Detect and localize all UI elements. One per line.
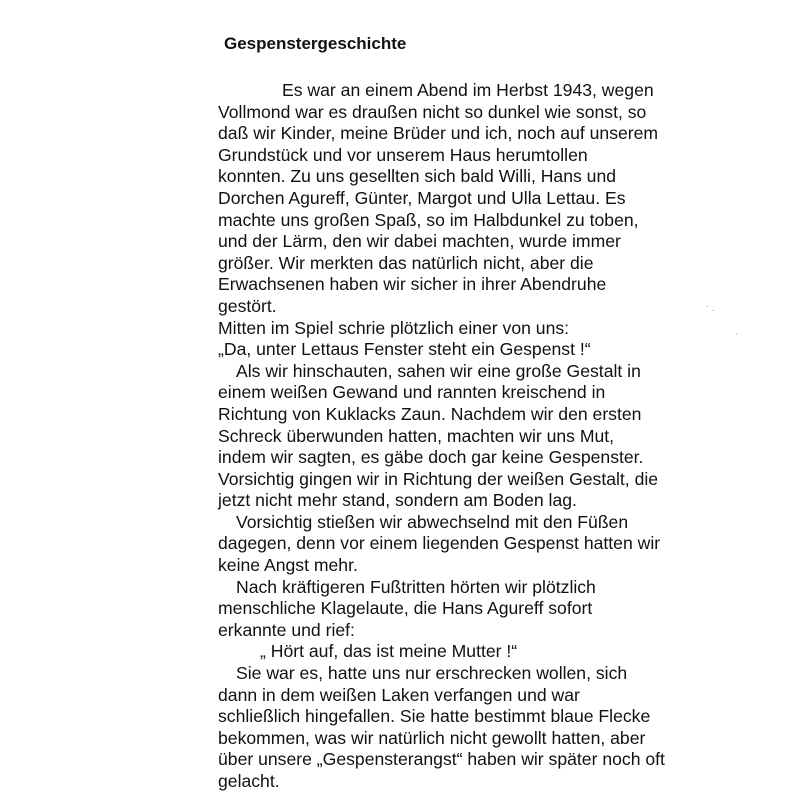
- text-line: Grundstück und vor unserem Haus herumtollen: [218, 144, 588, 165]
- text-line: konnten. Zu uns gesellten sich bald Willi, Hans und: [218, 166, 617, 187]
- text-line: keine Angst mehr.: [218, 555, 358, 576]
- text-line: Richtung von Kuklacks Zaun. Nachdem wir den ersten: [218, 403, 642, 424]
- text-line: Es war an einem Abend im Herbst 1943, wegen: [282, 80, 654, 100]
- text-line: gestört.: [218, 295, 277, 316]
- text-line: machte uns großen Spaß, so im Halbdunkel zu toben,: [218, 209, 639, 230]
- text-line: Vollmond war es draußen nicht so dunkel wie sonst, so: [218, 101, 647, 122]
- text-line: einem weißen Gewand und rannten kreischend in: [218, 382, 606, 403]
- text-line: über unsere „Gespensterangst“ haben wir später noch oft: [218, 749, 665, 770]
- text-line: schließlich hingefallen. Sie hatte bestimmt blaue Flecke: [218, 706, 651, 727]
- text-line: „ Hört auf, das ist meine Mutter !“: [260, 641, 518, 662]
- text-line: Nach kräftigeren Fußtritten hörten wir plötzlich: [236, 576, 596, 597]
- text-line: Dorchen Agureff, Günter, Margot und Ulla Lettau. Es: [218, 187, 626, 208]
- text-line: Vorsichtig stießen wir abwechselnd mit den Füßen: [236, 511, 629, 532]
- text-line: daß wir Kinder, meine Brüder und ich, noch auf unserem: [218, 123, 659, 144]
- text-line: Erwachsenen haben wir sicher in ihrer Abendruhe: [218, 274, 607, 295]
- text-line: Vorsichtig gingen wir in Richtung der weißen Gestalt, die: [218, 468, 659, 489]
- text-line: „Da, unter Lettaus Fenster steht ein Gespenst !“: [218, 339, 591, 360]
- text-line: dann in dem weißen Laken verfangen und war: [218, 684, 580, 705]
- text-line: bekommen, was wir natürlich nicht gewollt hatten, aber: [218, 727, 646, 748]
- story-body: [218, 80, 698, 793]
- scan-speck: [736, 333, 737, 335]
- text-line: dagegen, denn vor einem liegenden Gespenst hatten wir: [218, 533, 661, 554]
- text-line: indem wir sagten, es gäbe doch gar keine Gespenster.: [218, 447, 644, 468]
- text-line: größer. Wir merkten das natürlich nicht, aber die: [218, 252, 594, 273]
- scan-speck: [706, 306, 708, 307]
- scan-speck: [712, 310, 714, 311]
- text-line: Sie war es, hatte uns nur erschrecken wollen, sich: [236, 663, 628, 684]
- document-title: Gespenstergeschichte: [224, 34, 407, 53]
- text-line: gelacht.: [218, 771, 280, 791]
- text-line: erkannte und rief:: [218, 619, 355, 640]
- text-line: jetzt nicht mehr stand, sondern am Boden lag.: [218, 490, 577, 511]
- text-line: menschliche Klagelaute, die Hans Agureff sofort: [218, 598, 593, 619]
- text-line: Schreck überwunden hatten, machten wir uns Mut,: [218, 425, 615, 446]
- text-line: und der Lärm, den wir dabei machten, wurde immer: [218, 231, 621, 252]
- text-line: Als wir hinschauten, sahen wir eine große Gestalt in: [236, 360, 641, 381]
- text-line: Mitten im Spiel schrie plötzlich einer von uns:: [218, 317, 570, 338]
